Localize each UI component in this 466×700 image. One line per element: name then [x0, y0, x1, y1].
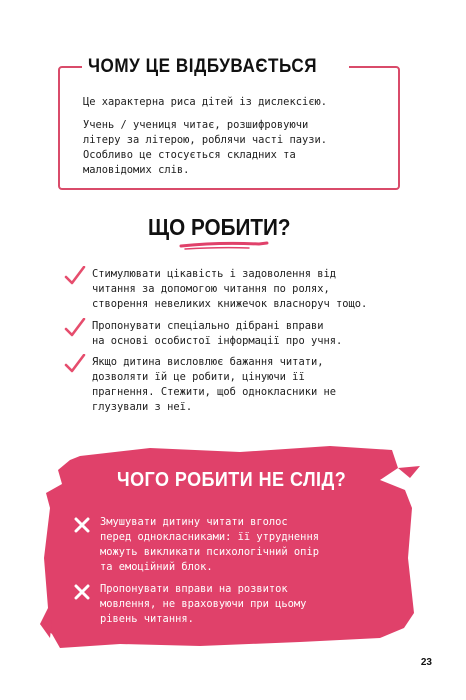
dont-title: ЧОГО РОБИТИ НЕ СЛІД? — [117, 469, 347, 491]
title-underline-icon — [179, 239, 271, 251]
todo-item-line: Стимулювати цікавість і задоволення від — [92, 268, 336, 280]
dont-item-line: перед однокласниками: її утруднення — [100, 531, 319, 543]
checkmark-icon — [64, 266, 86, 286]
dont-item-line: мовлення, не враховуючи при цьому — [100, 598, 307, 610]
why-line-3: Особливо це стосується складних та — [83, 149, 296, 161]
todo-item-line: Пропонувати спеціально дібрані вправи — [92, 320, 324, 332]
todo-item-line: дозволяти їй це робити, цінуючи її — [92, 371, 305, 383]
checkmark-icon — [64, 354, 86, 374]
todo-item-line: глузували з неї. — [92, 401, 193, 413]
why-line-2: літеру за літерою, роблячи часті паузи. — [83, 134, 327, 146]
todo-item-line: Якщо дитина висловлює бажання читати, — [92, 356, 324, 368]
dont-item-line: та емоційний блок. — [100, 561, 213, 573]
why-title: ЧОМУ ЦЕ ВІДБУВАЄТЬСЯ — [88, 56, 318, 77]
why-paragraph-1: Це характерна риса дітей із дислексією. — [83, 96, 327, 108]
dont-item-line: можуть викликати психологічний опір — [100, 546, 319, 558]
cross-icon — [74, 584, 90, 600]
todo-title: ЩО РОБИТИ? — [148, 214, 291, 240]
dont-item-line: Пропонувати вправи на розвиток — [100, 583, 288, 595]
todo-item-line: створення невеликих книжечок власноруч тощо. — [92, 298, 368, 310]
todo-item-line: на основі особистої інформації про учня. — [92, 335, 343, 347]
dont-item-line: рівень читання. — [100, 613, 194, 625]
todo-item-line: читання за допомогою читання по ролях, — [92, 283, 330, 295]
why-title-wrap — [82, 55, 349, 79]
checkmark-icon — [64, 318, 86, 338]
why-line-1: Учень / учениця читає, розшифровуючи — [83, 119, 309, 131]
dont-item-line: Змушувати дитину читати вголос — [100, 516, 288, 528]
cross-icon — [74, 517, 90, 533]
page-number: 23 — [420, 657, 432, 668]
todo-item-line: прагнення. Стежити, щоб однокласники не — [92, 386, 336, 398]
why-line-4: маловідомих слів. — [83, 164, 190, 176]
